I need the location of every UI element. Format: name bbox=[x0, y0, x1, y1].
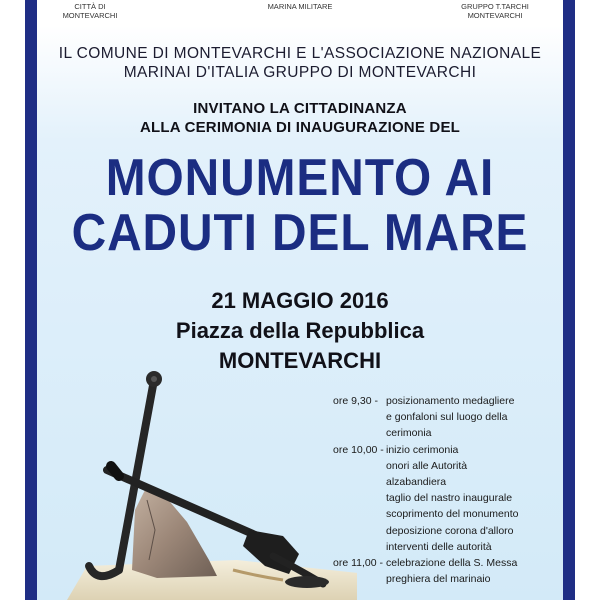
program-line: taglio del nastro inaugurale bbox=[386, 492, 513, 505]
program-time: ore 11,00 - bbox=[333, 557, 384, 570]
left-border bbox=[25, 0, 37, 600]
program-description bbox=[386, 555, 563, 587]
invitation-line: INVITANO LA CITTADINANZA bbox=[193, 100, 407, 117]
logo-caption-left bbox=[60, 2, 120, 20]
invitation-line: ALLA CERIMONIA DI INAUGURAZIONE DEL bbox=[139, 118, 461, 136]
ceremony-program bbox=[333, 393, 563, 587]
program-line: alzabandiera bbox=[386, 476, 447, 489]
program-line: e gonfaloni sul luogo della bbox=[386, 411, 508, 424]
logo-caption-line: MONTEVARCHI bbox=[467, 11, 523, 20]
logo-caption-line: CITTÀ DI bbox=[74, 2, 106, 11]
program-line: onori alle Autorità bbox=[386, 459, 468, 472]
program-line: preghiera del marinaio bbox=[386, 573, 491, 586]
logo-caption-line: GRUPPO T.TARCHI bbox=[461, 2, 529, 11]
monument-title bbox=[58, 151, 542, 261]
anchor-ring-hole bbox=[151, 376, 157, 382]
organizers bbox=[37, 44, 563, 82]
anchor-stock-end bbox=[111, 466, 119, 476]
program-item bbox=[333, 393, 563, 442]
program-line: posizionamento medagliere bbox=[386, 395, 515, 407]
organizers-line: IL COMUNE DI MONTEVARCHI E L'ASSOCIAZIONE NAZIONALE bbox=[58, 45, 542, 62]
program-description bbox=[386, 442, 563, 555]
anchor-monument-illustration bbox=[37, 360, 357, 600]
title-line: MONUMENTO AI bbox=[105, 149, 495, 207]
program-line: inizio cerimonia bbox=[386, 443, 459, 456]
program-line: scoprimento del monumento bbox=[386, 508, 519, 521]
title-line: CADUTI DEL MARE bbox=[71, 204, 529, 262]
program-time: ore 9,30 - bbox=[333, 395, 378, 407]
right-border bbox=[563, 0, 575, 600]
program-time: ore 10,00 - bbox=[333, 443, 384, 456]
logo-caption-line: MARINA MILITARE bbox=[267, 2, 333, 11]
event-city: MONTEVARCHI bbox=[218, 348, 382, 373]
program-line: deposizione corona d'alloro bbox=[386, 524, 514, 537]
organizers-line: MARINAI D'ITALIA GRUPPO DI MONTEVARCHI bbox=[123, 64, 477, 81]
event-date: 21 MAGGIO 2016 bbox=[211, 288, 389, 313]
program-item bbox=[333, 555, 563, 587]
invitation bbox=[37, 100, 563, 137]
logo-caption-right bbox=[455, 2, 535, 20]
program-line: celebrazione della S. Messa bbox=[386, 557, 518, 570]
logo-caption-line: MONTEVARCHI bbox=[62, 11, 118, 20]
anchor-fluke-tip bbox=[285, 576, 329, 588]
event-place: Piazza della Repubblica bbox=[175, 318, 425, 343]
program-description bbox=[386, 393, 563, 442]
program-line: cerimonia bbox=[386, 427, 432, 440]
program-item bbox=[333, 442, 563, 555]
logo-caption-center bbox=[250, 2, 350, 11]
program-line: interventi delle autorità bbox=[386, 540, 492, 553]
